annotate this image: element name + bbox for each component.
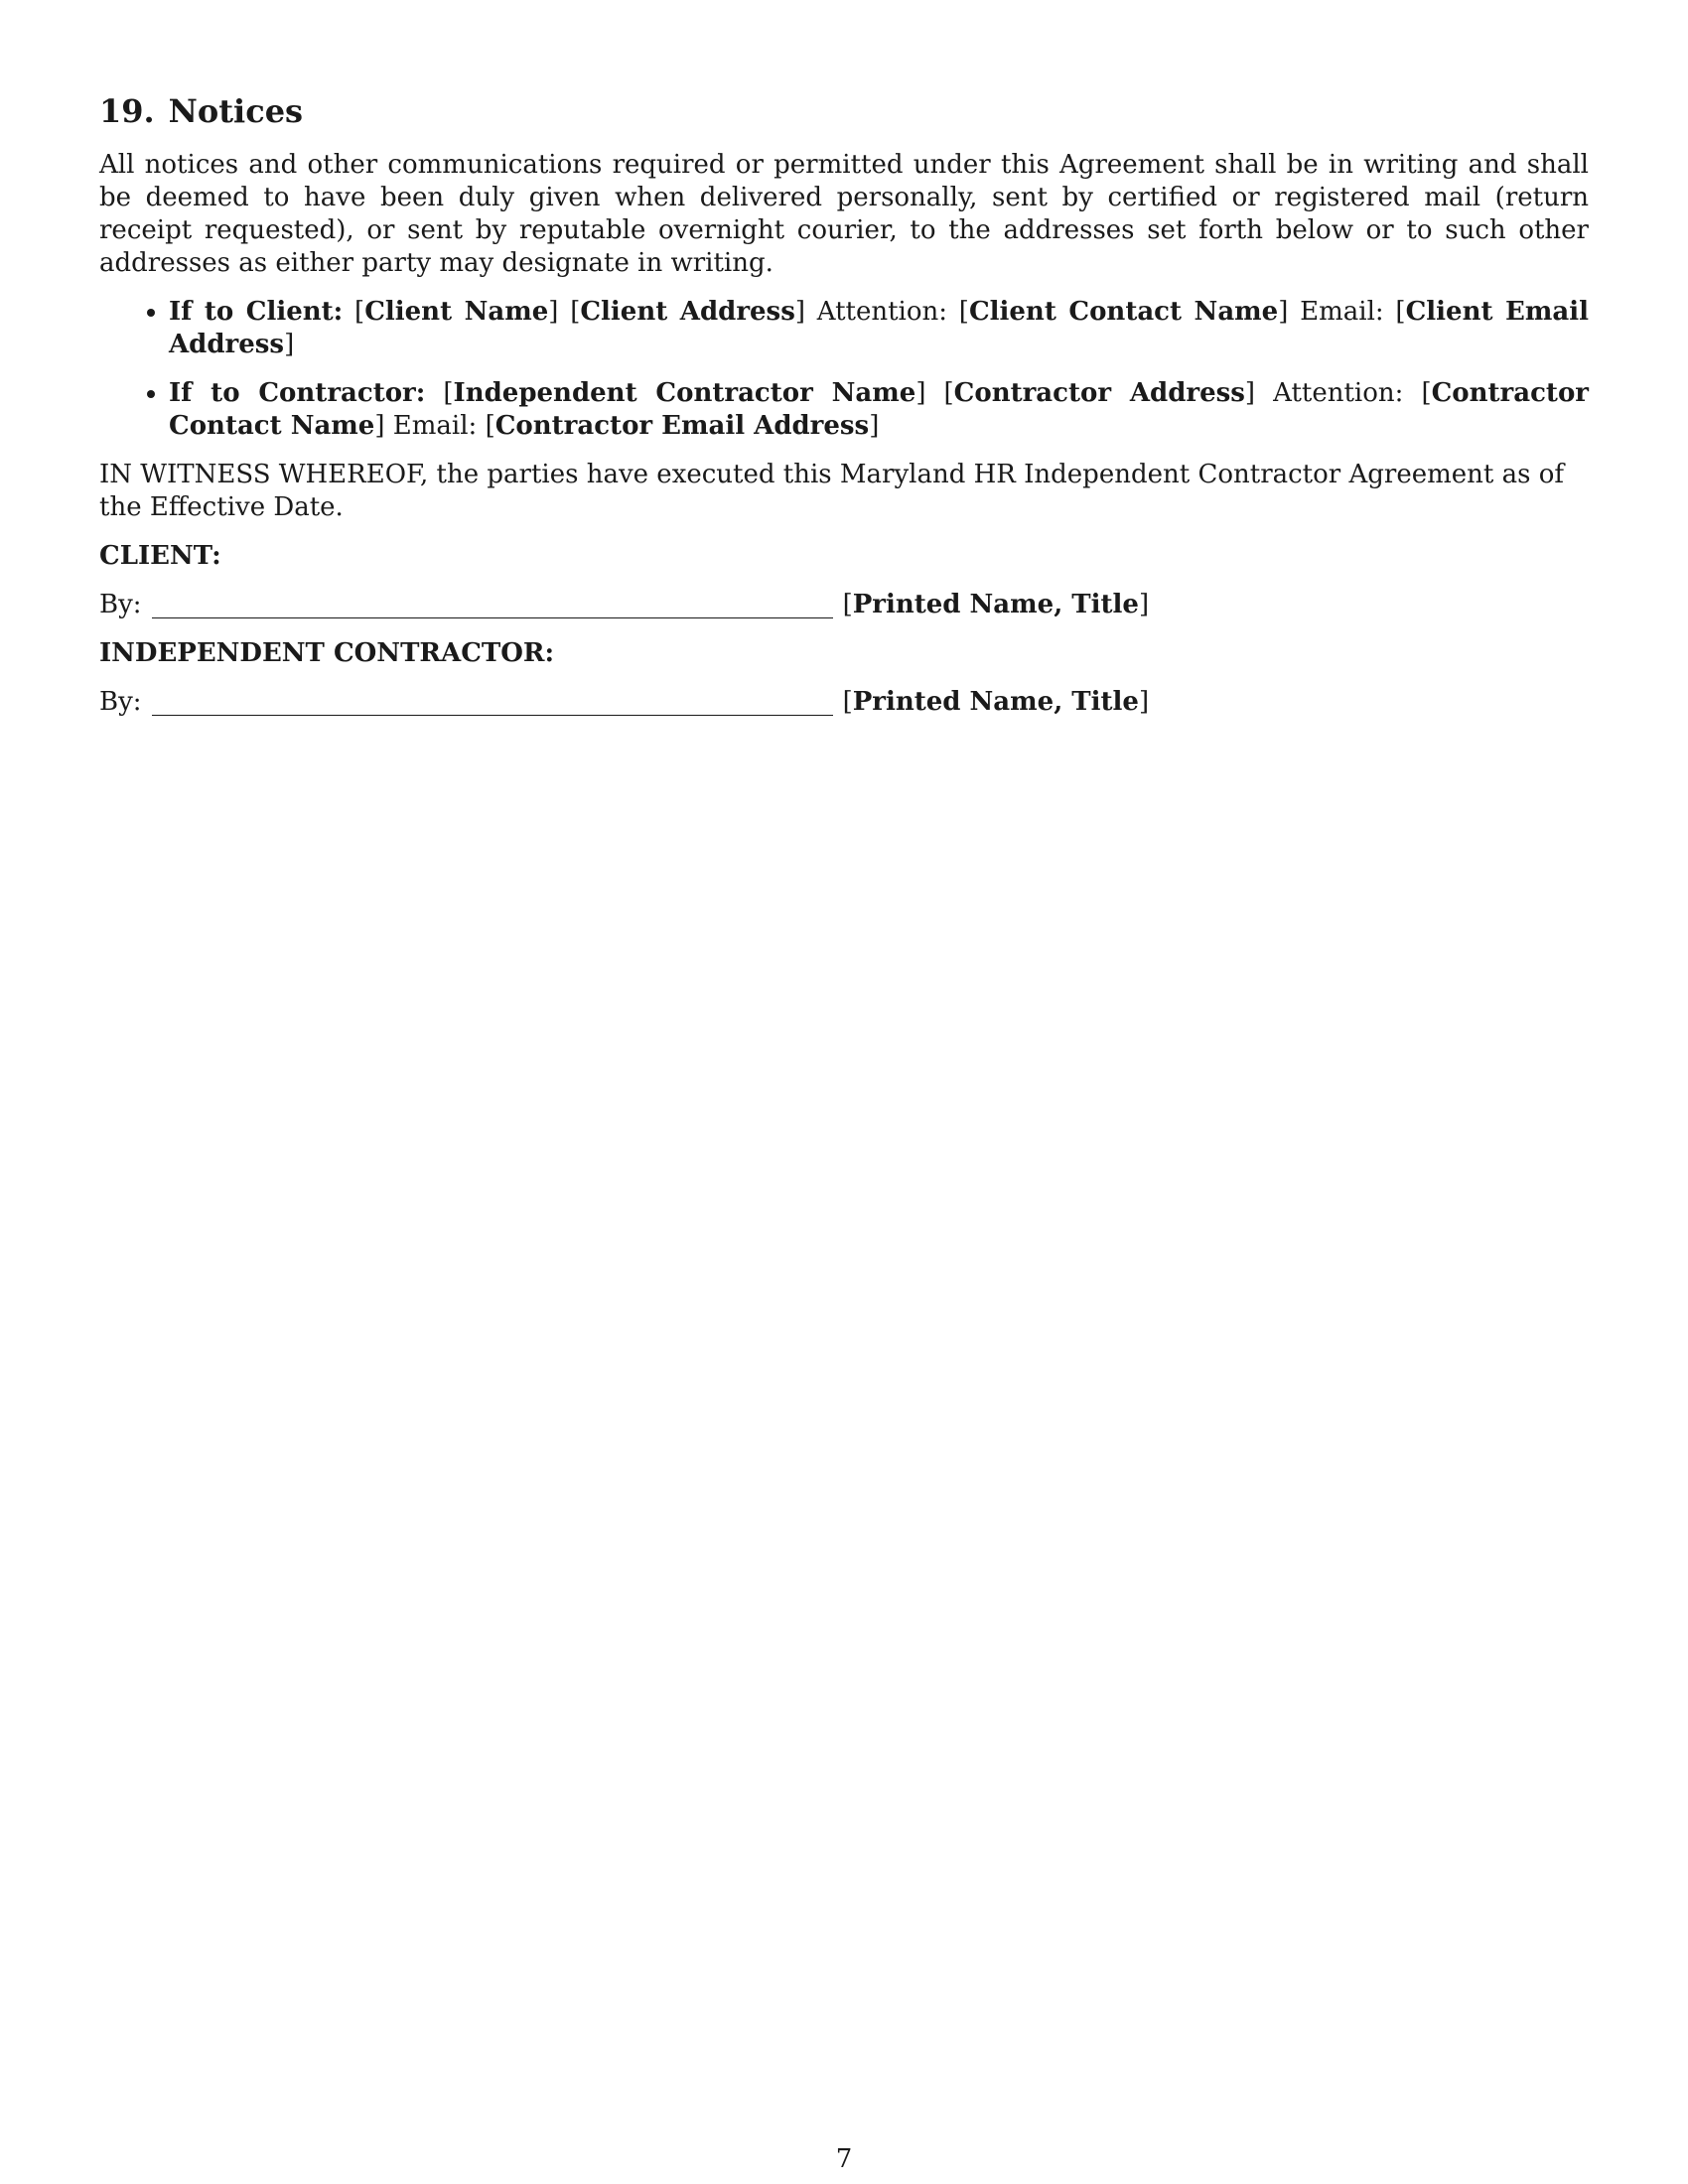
notice-address-list — [99, 296, 1589, 443]
email-label: Email: — [392, 411, 478, 441]
printed-name-placeholder: [Printed Name, Title] — [842, 590, 1150, 619]
notice-contact: Contractor Contact Name — [169, 378, 1589, 441]
notice-item-contractor: • If to Contractor: [Independent Contractor Name] [Contractor Address] Attention: [Contractor Contact Name] Email: [Contractor Email Address] — [169, 377, 1589, 443]
notice-name: Client Name — [364, 297, 549, 327]
signature-party-contractor: INDEPENDENT CONTRACTOR: — [99, 638, 555, 668]
notice-email: Client Email Address — [169, 297, 1589, 359]
notice-address: Client Address — [580, 297, 795, 327]
notice-contact: Client Contact Name — [968, 297, 1279, 327]
attention-label: Attention: — [1273, 378, 1404, 408]
notice-email: Contractor Email Address — [494, 411, 870, 441]
signature-by-label: By: — [99, 590, 142, 619]
signature-rule — [152, 617, 833, 618]
notice-item-client: • If to Client: [Client Name] [Client Address] Attention: [Client Contact Name] Email: [Client Email Address] — [169, 296, 1589, 361]
notice-address: Contractor Address — [953, 378, 1245, 408]
notice-lead: If to Client: — [169, 297, 344, 327]
section-title: Notices — [168, 92, 304, 130]
signature-by-label: By: — [99, 687, 142, 717]
printed-name-text: Printed Name, Title — [852, 687, 1139, 717]
printed-name-placeholder: [Printed Name, Title] — [842, 687, 1150, 717]
signature-line-client — [99, 589, 1589, 621]
section-body: All notices and other communications required or permitted under this Agreement shall be in writing and shall be deemed to have been duly given when delivered personally, sent by certified or registered mail (return receipt requested), or sent by reputable overnight courier, to the addresses set forth below or to such other addresses as either party may designate in writing. — [99, 150, 1589, 278]
email-label: Email: — [1300, 297, 1384, 327]
section-number: 19. — [99, 92, 155, 130]
signature-line-contractor — [99, 686, 1589, 719]
signature-rule — [152, 715, 833, 716]
printed-name-text: Printed Name, Title — [852, 590, 1139, 619]
section-heading — [99, 91, 1589, 131]
notice-name: Independent Contractor Name — [453, 378, 916, 408]
attention-label: Attention: — [816, 297, 948, 327]
signature-party-client: CLIENT: — [99, 541, 221, 571]
witness-clause: IN WITNESS WHEREOF, the parties have executed this Maryland HR Independent Contractor Agreement as of the Effective Date. — [99, 460, 1564, 522]
document-page — [99, 91, 1589, 735]
page-number: 7 — [835, 2144, 853, 2174]
notice-lead: If to Contractor: — [169, 378, 426, 408]
